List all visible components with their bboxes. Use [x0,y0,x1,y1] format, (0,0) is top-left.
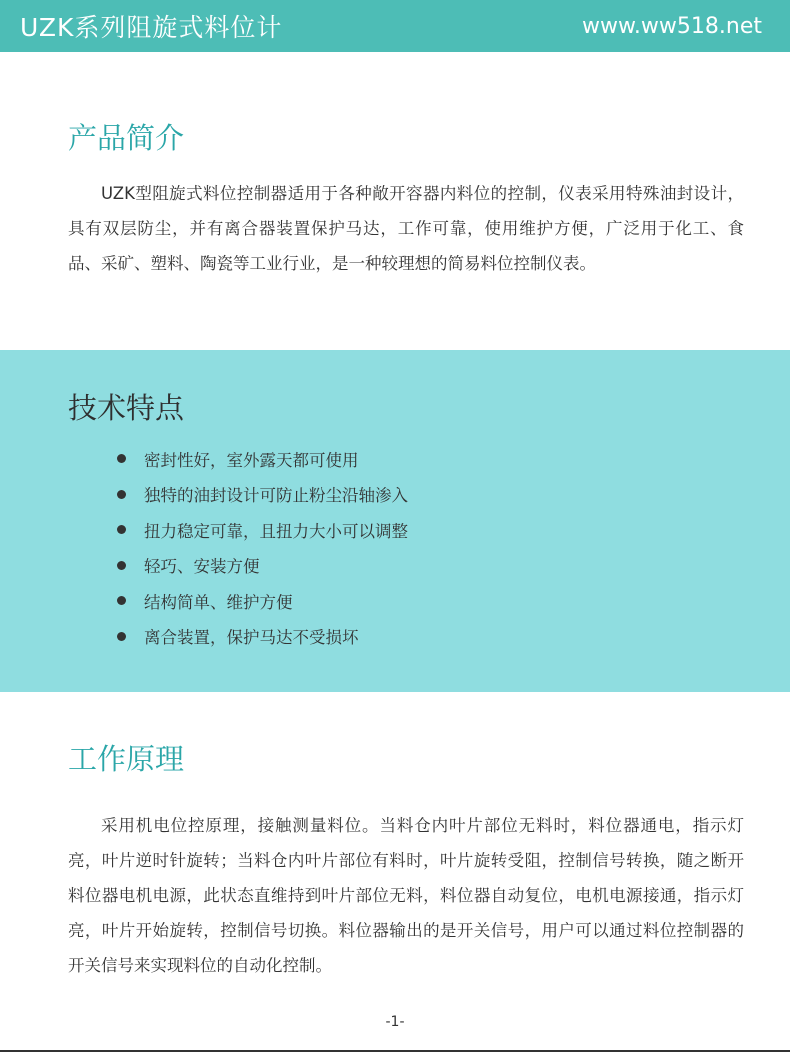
bullet-icon [117,525,126,534]
feature-item [117,583,408,619]
header-title: UZK系列阻旋式料位计 [20,13,283,42]
feature-text: 扭力稳定可靠，且扭力大小可以调整 [144,521,408,541]
bullet-icon [117,561,126,570]
features-list [117,441,408,654]
feature-item [117,441,408,477]
bullet-icon [117,454,126,463]
features-title: 技术特点 [68,391,185,425]
feature-text: 离合装置，保护马达不受损坏 [144,628,359,648]
intro-paragraph: UZK型阻旋式料位控制器适用于各种敞开容器内料位的控制，仪表采用特殊油封设计，具有双层防尘，并有离合器装置保护马达，工作可靠，使用维护方便，广泛用于化工、食品、采矿、塑料、陶瓷等工业行业，是一种较理想的简易料位控制仪表。 [68,184,744,273]
feature-text: 密封性好，室外露天都可使用 [144,450,359,470]
bullet-icon [117,490,126,499]
feature-text: 轻巧、安装方便 [144,557,260,577]
header-url[interactable]: www.ww518.net [581,13,762,39]
feature-item [117,548,408,584]
feature-item [117,619,408,655]
feature-item [117,512,408,548]
bullet-icon [117,632,126,641]
principle-paragraph: 采用机电位控原理，接触测量料位。当料仓内叶片部位无料时，料位器通电，指示灯亮，叶片逆时针旋转；当料仓内叶片部位有料时，叶片旋转受阻，控制信号转换，随之断开料位器电机电源，此状态直维持到叶片部位无料，料位器自动复位，电机电源接通，指示灯亮，叶片开始旋转，控制信号切换。料位器输出的是开关信号，用户可以通过料位控制器的开关信号来实现料位的自动化控制。 [68,816,744,975]
principle-title: 工作原理 [68,742,185,776]
page-number: -1- [385,1014,405,1030]
feature-text: 结构简单、维护方便 [144,592,293,612]
feature-item [117,477,408,513]
intro-title: 产品简介 [68,121,185,155]
header-bar [0,0,790,52]
feature-text: 独特的油封设计可防止粉尘沿轴渗入 [144,486,408,506]
bottom-divider [0,1050,790,1052]
bullet-icon [117,596,126,605]
